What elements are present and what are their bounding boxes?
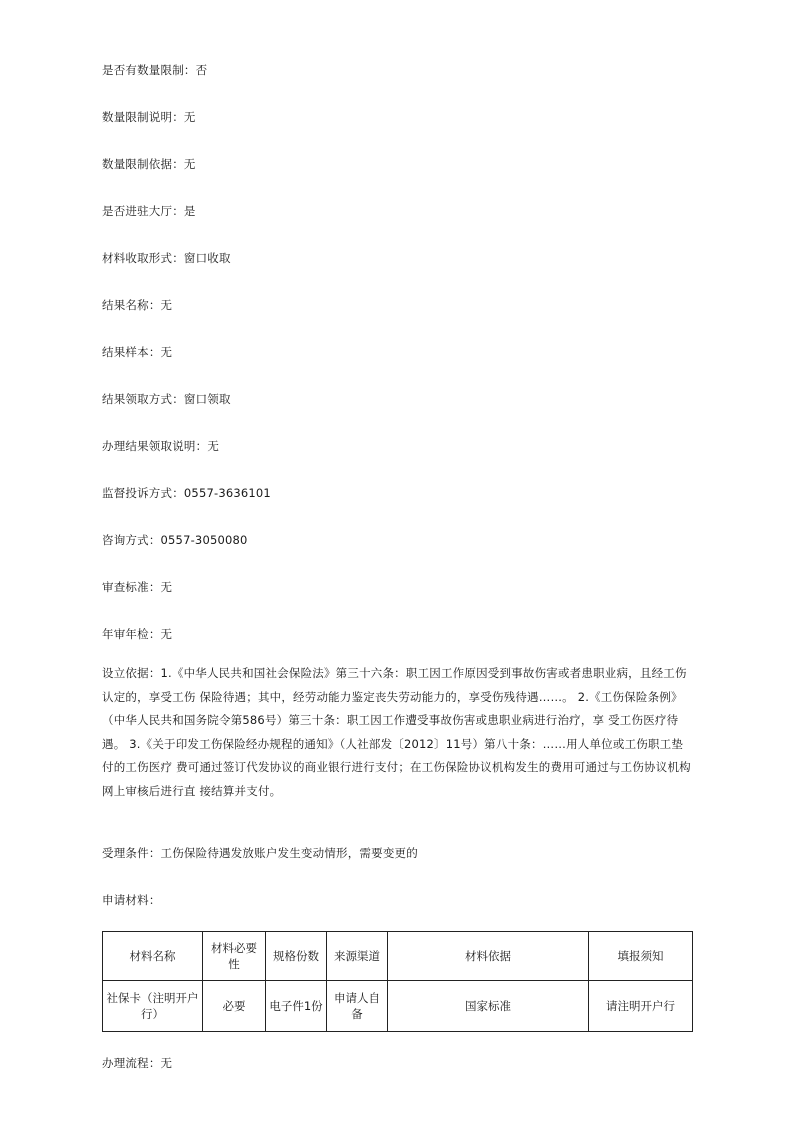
field-annual-review: 年审年检：无 (102, 627, 173, 641)
cell-necessity: 必要 (203, 981, 266, 1032)
field-in-hall: 是否进驻大厅：是 (102, 204, 196, 218)
materials-table (102, 931, 693, 1032)
field-quantity-limit-desc: 数量限制说明：无 (102, 110, 196, 124)
cell-basis: 国家标准 (388, 981, 589, 1032)
header-source: 来源渠道 (327, 932, 388, 981)
table-row (103, 981, 693, 1032)
field-result-pickup-desc: 办理结果领取说明：无 (102, 439, 220, 453)
cell-instructions: 请注明开户行 (589, 981, 693, 1032)
field-quantity-limit: 是否有数量限制：否 (102, 63, 208, 77)
cell-spec-count: 电子件1份 (266, 981, 327, 1032)
cell-material-name: 社保卡（注明开户行） (103, 981, 203, 1032)
header-spec-count: 规格份数 (266, 932, 327, 981)
field-consult-phone: 咨询方式：0557-3050080 (102, 533, 248, 547)
materials-header-row (103, 932, 693, 981)
field-review-standard: 审查标准：无 (102, 580, 173, 594)
header-instructions: 填报须知 (589, 932, 693, 981)
process-field: 办理流程：无 (102, 1056, 173, 1070)
cell-source: 申请人自备 (327, 981, 388, 1032)
acceptance-condition: 受理条件：工伤保险待遇发放账户发生变动情形，需要变更的 (102, 846, 418, 860)
field-result-pickup: 结果领取方式：窗口领取 (102, 392, 231, 406)
field-material-collection: 材料收取形式：窗口收取 (102, 251, 231, 265)
field-result-sample: 结果样本：无 (102, 345, 173, 359)
basis-paragraph: 设立依据：1.《中华人民共和国社会保险法》第三十六条：职工因工作原因受到事故伤害或者患职业病，且经工伤认定的，享受工伤 保险待遇；其中，经劳动能力鉴定丧失劳动能力的，享受伤残待遇……。 2.《工伤保险条例》（中华人民共和国务院令第586号）第三十条：职工因工作遭受事故伤害或患职业病进行治疗，享 受工伤医疗待遇。 3.《关于印发工伤保险经办规程的通知》（人社部发〔2012〕11号）第八十条：……用人单位或工伤职工垫付的工伤医疗 费可通过签订代发协议的商业银行进行支付；在工伤保险协议机构发生的费用可通过与工伤协议机构网上审核后进行直 接结算并支付。 (102, 666, 691, 798)
field-result-name: 结果名称：无 (102, 298, 173, 312)
materials-heading: 申请材料： (102, 893, 161, 907)
header-basis: 材料依据 (388, 932, 589, 981)
header-material-name: 材料名称 (103, 932, 203, 981)
field-complaint-phone: 监督投诉方式：0557-3636101 (102, 486, 271, 500)
field-quantity-limit-basis: 数量限制依据：无 (102, 157, 196, 171)
header-necessity: 材料必要性 (203, 932, 266, 981)
